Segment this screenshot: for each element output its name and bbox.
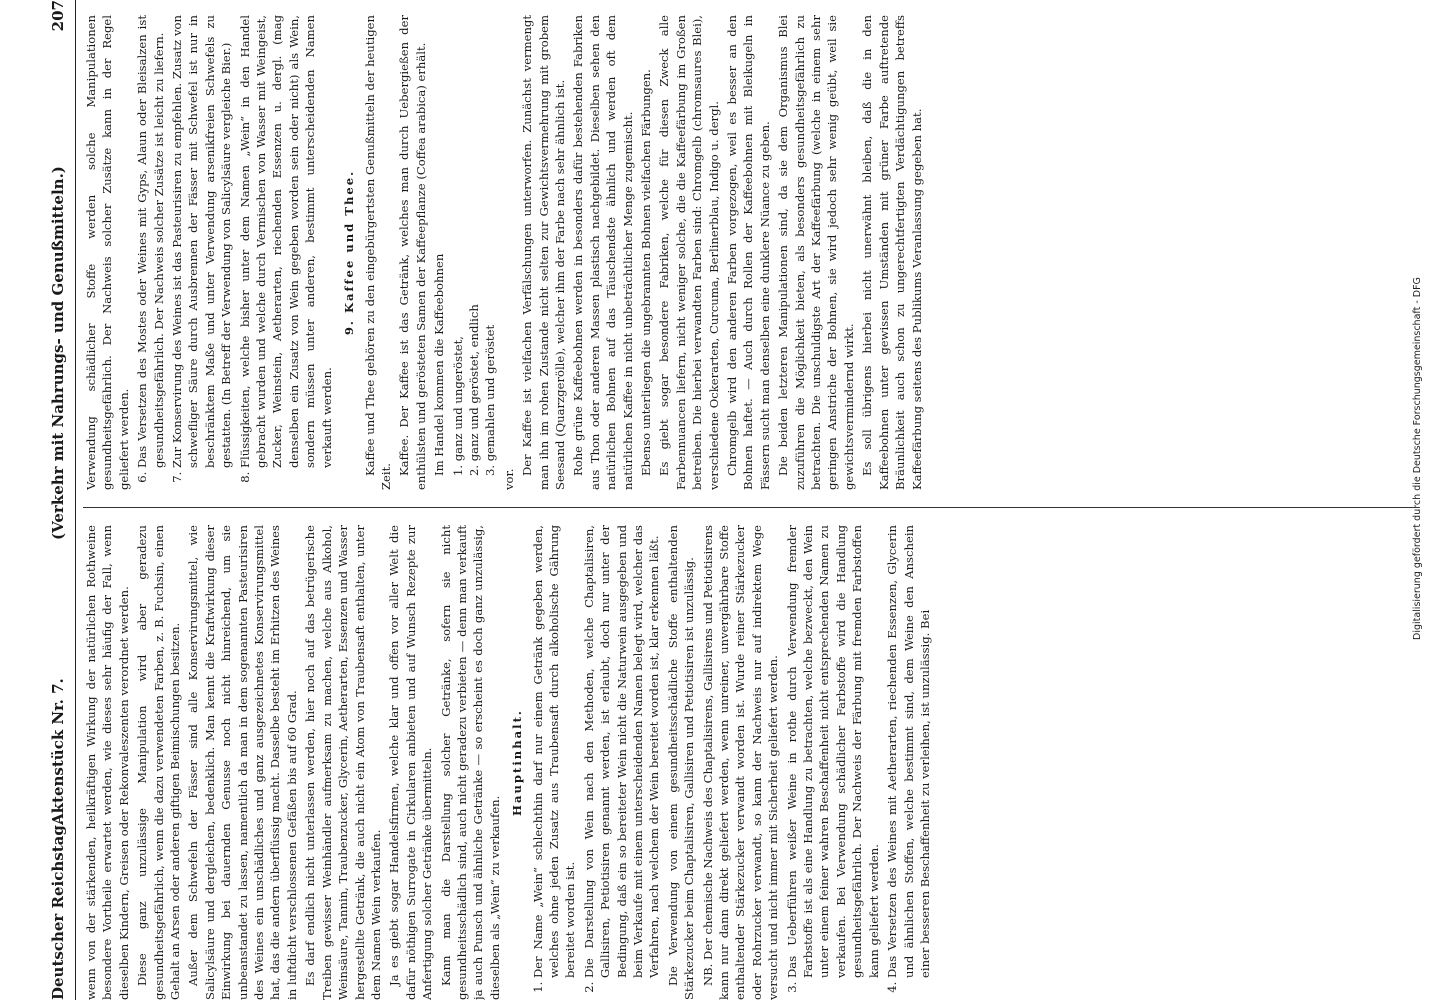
paragraph: Ebenso unterliegen die ungebrannten Bohnen vielfachen Färbungen. — [639, 69, 653, 476]
header-document-number: Aktenstück Nr. 7. — [49, 678, 67, 825]
numbered-list — [83, 15, 335, 490]
list-item: 7. Zur Konservirung des Weines ist das Pasteurisiren zu empfehlen. Zusatz von schwefliger Säure durch Ausbrennen der Fässer mit Schwefel ist nur in beschränktem Maße und unter Verwendung arsenikfreien Schwefels zu gestatten. (In Betreff der Verwendung von Salicylsäure vergleiche Bier.) — [169, 15, 235, 468]
credit-text: Digitalisierung gefördert durch die Deutsche Forschungsgemeinschaft - DFG — [1412, 277, 1423, 640]
section-heading: Hauptinhalt. — [510, 709, 525, 816]
paragraph: Es giebt sogar besondere Fabriken, welche für diesen Zweck alle Farbennuancen liefern, nicht weniger solche, die die Kaffeefärbung im Großen betreiben. Die hierbei verwandten Farben sind: Chromgelb (chromsaures Blei), verschiedene Ockerarten, Curcuma, Berlinerblau, Indigo u. dergl. — [657, 15, 721, 490]
paragraph: Diese ganz unzulässige Manipulation wird aber geradezu gesundheitsgefährlich, wenn die dazu verwendeten Farben, z. B. Fuchsin, einen Gehalt an Arsen oder anderen giftigen Beimischungen besitzen. — [135, 525, 183, 1000]
rotated-document-page — [45, 0, 1415, 1000]
list-item: 6. Das Versetzen des Mostes oder Weines mit Gyps, Alaun oder Bleisalzen ist gesundheitsgefährlich. Der Nachweis solcher Zusätze ist leicht zu liefern. — [134, 15, 167, 468]
header-topic: (Verkehr mit Nahrungs- und Genußmitteln.) — [49, 166, 67, 540]
list-item: 1. Der Name „Wein“ schlechthin darf nur einem Getränk gegeben werden, welches ohne jeden Zusatz aus Traubensaft durch alkoholische Gährung bereitet worden ist. — [530, 525, 579, 978]
paragraph: Kann man die Darstellung solcher Getränke, sofern sie nicht gesundheitsschädlich sind, auch nicht geradezu verbieten — denn man verkauft ja auch Punsch und ähnliche Getränke — so erscheint es doch ganz unzulässig, dieselben als „Wein“ zu verkaufen. — [438, 525, 502, 1000]
running-header — [45, 0, 76, 1000]
digitization-credit — [1412, 0, 1430, 1000]
list-item: 2. Die Darstellung von Wein nach den Methoden, welche Chaptalisiren, Gallisiren, Petiotisiren genannt werden, ist erlaubt, doch nur unter der Bedingung, daß ein so bereiteter Wein nicht die Naturwein ausgegeben und beim Verkaufe mit einem unterscheidenden Namen belegt wird, welcher das Verfahren, nach welchem der Wein bereitet worden ist, klar erkennen läßt. — [581, 525, 663, 978]
paragraph: Der Kaffee ist vielfachen Verfälschungen unterworfen. Zunächst vermengt man ihn im rohen Zustande nicht selten zur Gewichtsvermehrung mit grobem Seesand (Quarzgerölle), welcher ihm der Farbe nach sehr ähnlich ist. — [520, 15, 567, 490]
paragraph: Im Handel kommen die Kaffeebohnen — [432, 253, 447, 476]
left-column — [83, 525, 1415, 1000]
paragraph: vor. — [501, 468, 516, 490]
trade-forms-list — [450, 15, 499, 490]
paragraph: Außer dem Schwefeln der Fässer sind alle Konservirungsmittel, wie Salicylsäure und dergleichen, bedenklich. Man kennt die Kraftwirkung dieser Einwirkung bei dauernden Genusse noch nicht hinreichend, um sie unbeanstandet zu lassen, namentlich da man in dem sogenannten Pasteurisiren des Weines ein unschädliches und ganz ausgezeichnetes Konservirungsmittel hat, das die andern überflüssig macht. Dasselbe besteht im Erhitzen des Weines in luftdicht verschlossenen Gefäßen bis auf 60 Grad. — [186, 525, 299, 1000]
paragraph: Es darf endlich nicht unterlassen werden, hier noch auf das betrügerische Treiben gewisser Weinhändler aufmerksam zu machen, welche aus Alkohol, Weinsäure, Tannin, Traubenzucker, Glycerin, Aetherarten, Essenzen und Wasser hergestellte Getränk, die auch nicht ein Atom von Traubensaft enthalten, unter dem Namen Wein verkaufen. — [303, 525, 383, 1000]
list-item: 3. Das Ueberführen weißer Weine in rothe durch Verwendung fremder Farbstoffe ist als eine Handlung zu betrachten, welche bezweckt, den Wein unter einem feiner wahren Beschaffenheit nicht entsprechenden Namen zu verkaufen. Bei Verwendung schädlicher Farbstoffe wird die Handlung gesundheitsgefährlich. Der Nachweis der Färbung mit fremden Farbstoffen kann geliefert werden. — [784, 525, 882, 978]
paragraph: NB. Der chemische Nachweis des Chaptalisirens, Gallisirens und Petiotisirens kann nur dann direkt geliefert werden, wenn unreiner, unvergährbare Stoffe enthaltender Stärkezucker verwandt worden ist. Wurde reiner Stärkezucker oder Rohrzucker verwandt, so kann der Nachweis nur auf indirektem Wege versucht und nicht immer mit Sicherheit geliefert werden. — [700, 525, 781, 1000]
list-item-continuation: Verwendung schädlicher Stoffe werden solche Manipulationen gesundheitsgefährlich. Der Nachweis solcher Zusätze kann in der Regel geliefert werden. — [84, 15, 131, 490]
paragraph: Ja es giebt sogar Handelsfirmen, welche klar und offen vor aller Welt die dafür nöthigen Surrogate in Cirkularen anbieten und auf Wunsch Rezepte zur Anfertigung solcher Getränke übermitteln. — [387, 525, 435, 1000]
paragraph: Die Verwendung von einem gesundheitsschädliche Stoffe enthaltenden Stärkezucker beim Chaptalisiren, Gallisiren und Petiotisiren ist unzulässig. — [665, 525, 697, 1000]
numbered-list — [530, 525, 663, 1000]
page-number: 207 — [49, 0, 67, 32]
paragraph: Rohe grüne Kaffeebohnen werden in besonders dafür bestehenden Fabriken aus Thon oder anderen Massen plastisch nachgebildet. Dieselben sehen den natürlichen Bohnen auf das Täuschendste ähnlich und werden oft dem natürlichen Kaffee in nicht unbeträchtlicher Menge zugemischt. — [571, 15, 635, 490]
list-item: 2. ganz und geröstet, endlich — [466, 304, 481, 476]
paragraph: Chromgelb wird den anderen Farben vorgezogen, weil es besser an den Bohnen haftet. — Auch durch Rollen der Kaffeebohnen mit Bleikugeln in Fässern sucht man denselben eine dunklere Nüance zu geben. — [725, 15, 772, 490]
paragraph: Die beiden letzteren Manipulationen sind, da sie dem Organismus Blei zuzuführen die Möglichkeit bieten, als besonders gesundheitsgefährlich zu betrachten. Die unschuldigste Art der Kaffeefärbung (welche in einem sehr geringen Anstriche der Bohnen, sie wird jedoch sehr wenig geübt, weil sie gewichtsvermindernd wirkt. — [776, 15, 856, 490]
right-column — [83, 15, 1415, 490]
list-item: 3. gemahlen und geröstet — [483, 324, 498, 476]
column-divider — [83, 507, 1415, 508]
list-item: 4. Das Versetzen des Weines mit Aetherarten, riechenden Essenzen, Glycerin und ähnlichen Stoffen, welche bestimmt sind, dem Weine den Anschein einer besseren Beschaffenheit zu verleihen, ist unzulässig. Bei — [884, 525, 933, 978]
header-title: Deutscher Reichstag. — [49, 819, 67, 1000]
paragraph: Kaffee und Thee gehören zu den eingebürgertsten Genußmitteln der heutigen Zeit. — [362, 15, 393, 490]
paragraph: wenn von der stärkenden, heilkräftigen Wirkung der natürlichen Rothweine besondere Vortheile erwartet werden, wie dieses sehr häufig der Fall, wenn dieselben Kindern, Greisen oder Rekonvaleszenten verordnet werden. — [84, 525, 131, 1000]
list-item: 8. Flüssigkeiten, welche bisher unter dem Namen „Wein“ in den Handel gebracht wurden und welche durch Vermischen von Wasser mit Weingeist, Zucker, Weinstein, Aetherarten, riechenden Essenzen u. dergl. (mag denselben ein Zusatz von Wein gegeben worden sein oder nicht) als Wein, sondern müssen unter anderen, bestimmt unterscheidenden Namen verkauft werden. — [237, 15, 335, 468]
list-item: 1. ganz und ungeröstet, — [450, 336, 465, 476]
section-heading: 9. Kaffee und Thee. — [342, 169, 357, 336]
paragraph: Kaffee. Der Kaffee ist das Getränk, welches man durch Uebergießen der enthülsten und gerösteten Samen der Kaffeepflanze (Coffea arabica) erhält. — [397, 15, 428, 490]
numbered-list — [784, 525, 934, 1000]
paragraph: Es soll übrigens hierbei nicht unerwähnt bleiben, daß die in den Kaffeebohnen unter gewissen Umständen mit grüner Farbe auftretende Bräunlichkeit auch schon zu ungerechtfertigten Verdächtigungen betreffs Kaffeefärbung seitens des Publikums Veranlassung gegeben hat. — [860, 15, 924, 490]
